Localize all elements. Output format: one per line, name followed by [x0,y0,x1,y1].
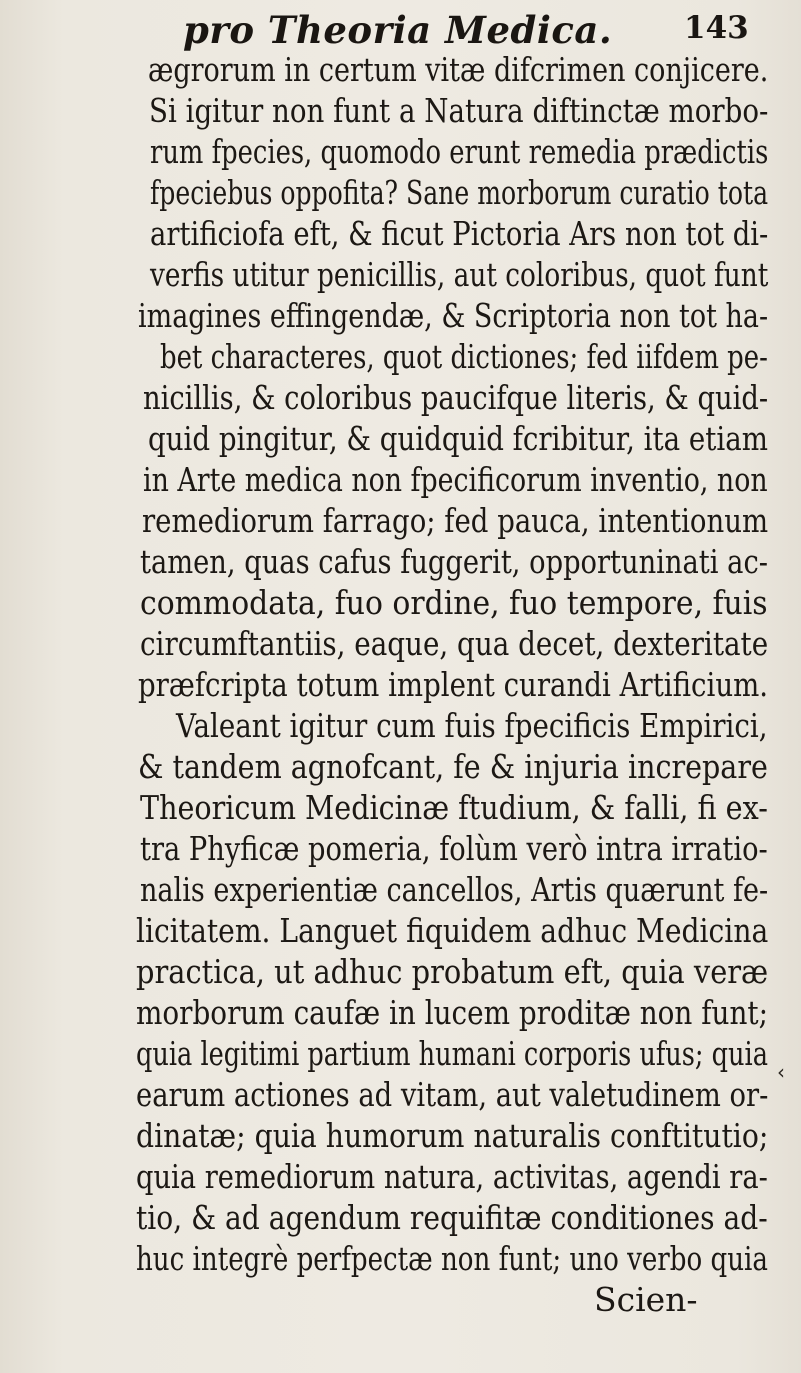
text-line: artificiofa eft, & ficut Pictoria Ars non tot di- [150,214,769,253]
margin-mark: ‹ [777,1060,785,1084]
text-line: tamen, quas cafus fuggerit, opportuninati ac- [140,542,768,581]
text-line: remediorum farrago; fed pauca, intentionum [142,501,769,540]
text-line: nalis experientiæ cancellos, Artis quærunt fe- [140,870,769,909]
text-line: morborum caufæ in lucem proditæ non funt; [136,993,768,1032]
text-line: practica, ut adhuc probatum eft, quia veræ [136,952,769,991]
text-line: dinatæ; quia humorum naturalis conftitutio; [136,1116,769,1155]
text-line: imagines effingendæ, & Scriptoria non tot ha- [138,296,769,335]
text-line: ægrorum in certum vitæ difcrimen conjicere. [148,50,769,89]
text-line: verfis utitur penicillis, aut coloribus, quot funt [150,255,769,294]
text-line: tio, & ad agendum requifitæ conditiones ad- [136,1198,768,1237]
running-title: pro Theoria Medica. [183,8,613,52]
text-line: Valeant igitur cum fuis fpecificis Empirici, [176,706,768,745]
text-line: Theoricum Medicinæ ftudium, & falli, fi ex- [140,788,768,827]
text-line: circumftantiis, eaque, qua decet, dexteritate [140,624,769,663]
text-line: quia legitimi partium humani corporis ufus; quia [136,1034,768,1073]
text-line: quia remediorum natura, activitas, agendi ra- [136,1157,768,1196]
text-line: licitatem. Languet fiquidem adhuc Medicina [136,911,769,950]
text-line: earum actiones ad vitam, aut valetudinem or- [136,1075,769,1114]
text-line: commodata, fuo ordine, fuo tempore, fuis [140,583,768,622]
text-line: huc integrè perfpectæ non funt; uno verbo quia [136,1239,768,1278]
text-line: nicillis, & coloribus paucifque literis, & quid- [143,378,769,417]
text-line: præfcripta totum implent curandi Artificium. [138,665,769,704]
text-line: & tandem agnofcant, fe & injuria increpare [138,747,768,786]
text-line: Si igitur non funt a Natura diftinctæ morbo- [149,91,769,130]
text-line: in Arte medica non fpecificorum inventio, non [143,460,768,499]
text-line: rum fpecies, quomodo erunt remedia prædictis [150,132,769,171]
text-line: fpeciebus oppofita? Sane morborum curatio tota [150,173,769,212]
page-number: 143 [684,10,749,46]
text-line: tra Phyficæ pomeria, folùm verò intra irratio- [140,829,768,868]
text-line: bet characteres, quot dictiones; fed iifdem pe- [160,337,768,376]
catchword: Scien- [594,1280,698,1319]
text-line: quid pingitur, & quidquid fcribitur, ita etiam [148,419,768,458]
